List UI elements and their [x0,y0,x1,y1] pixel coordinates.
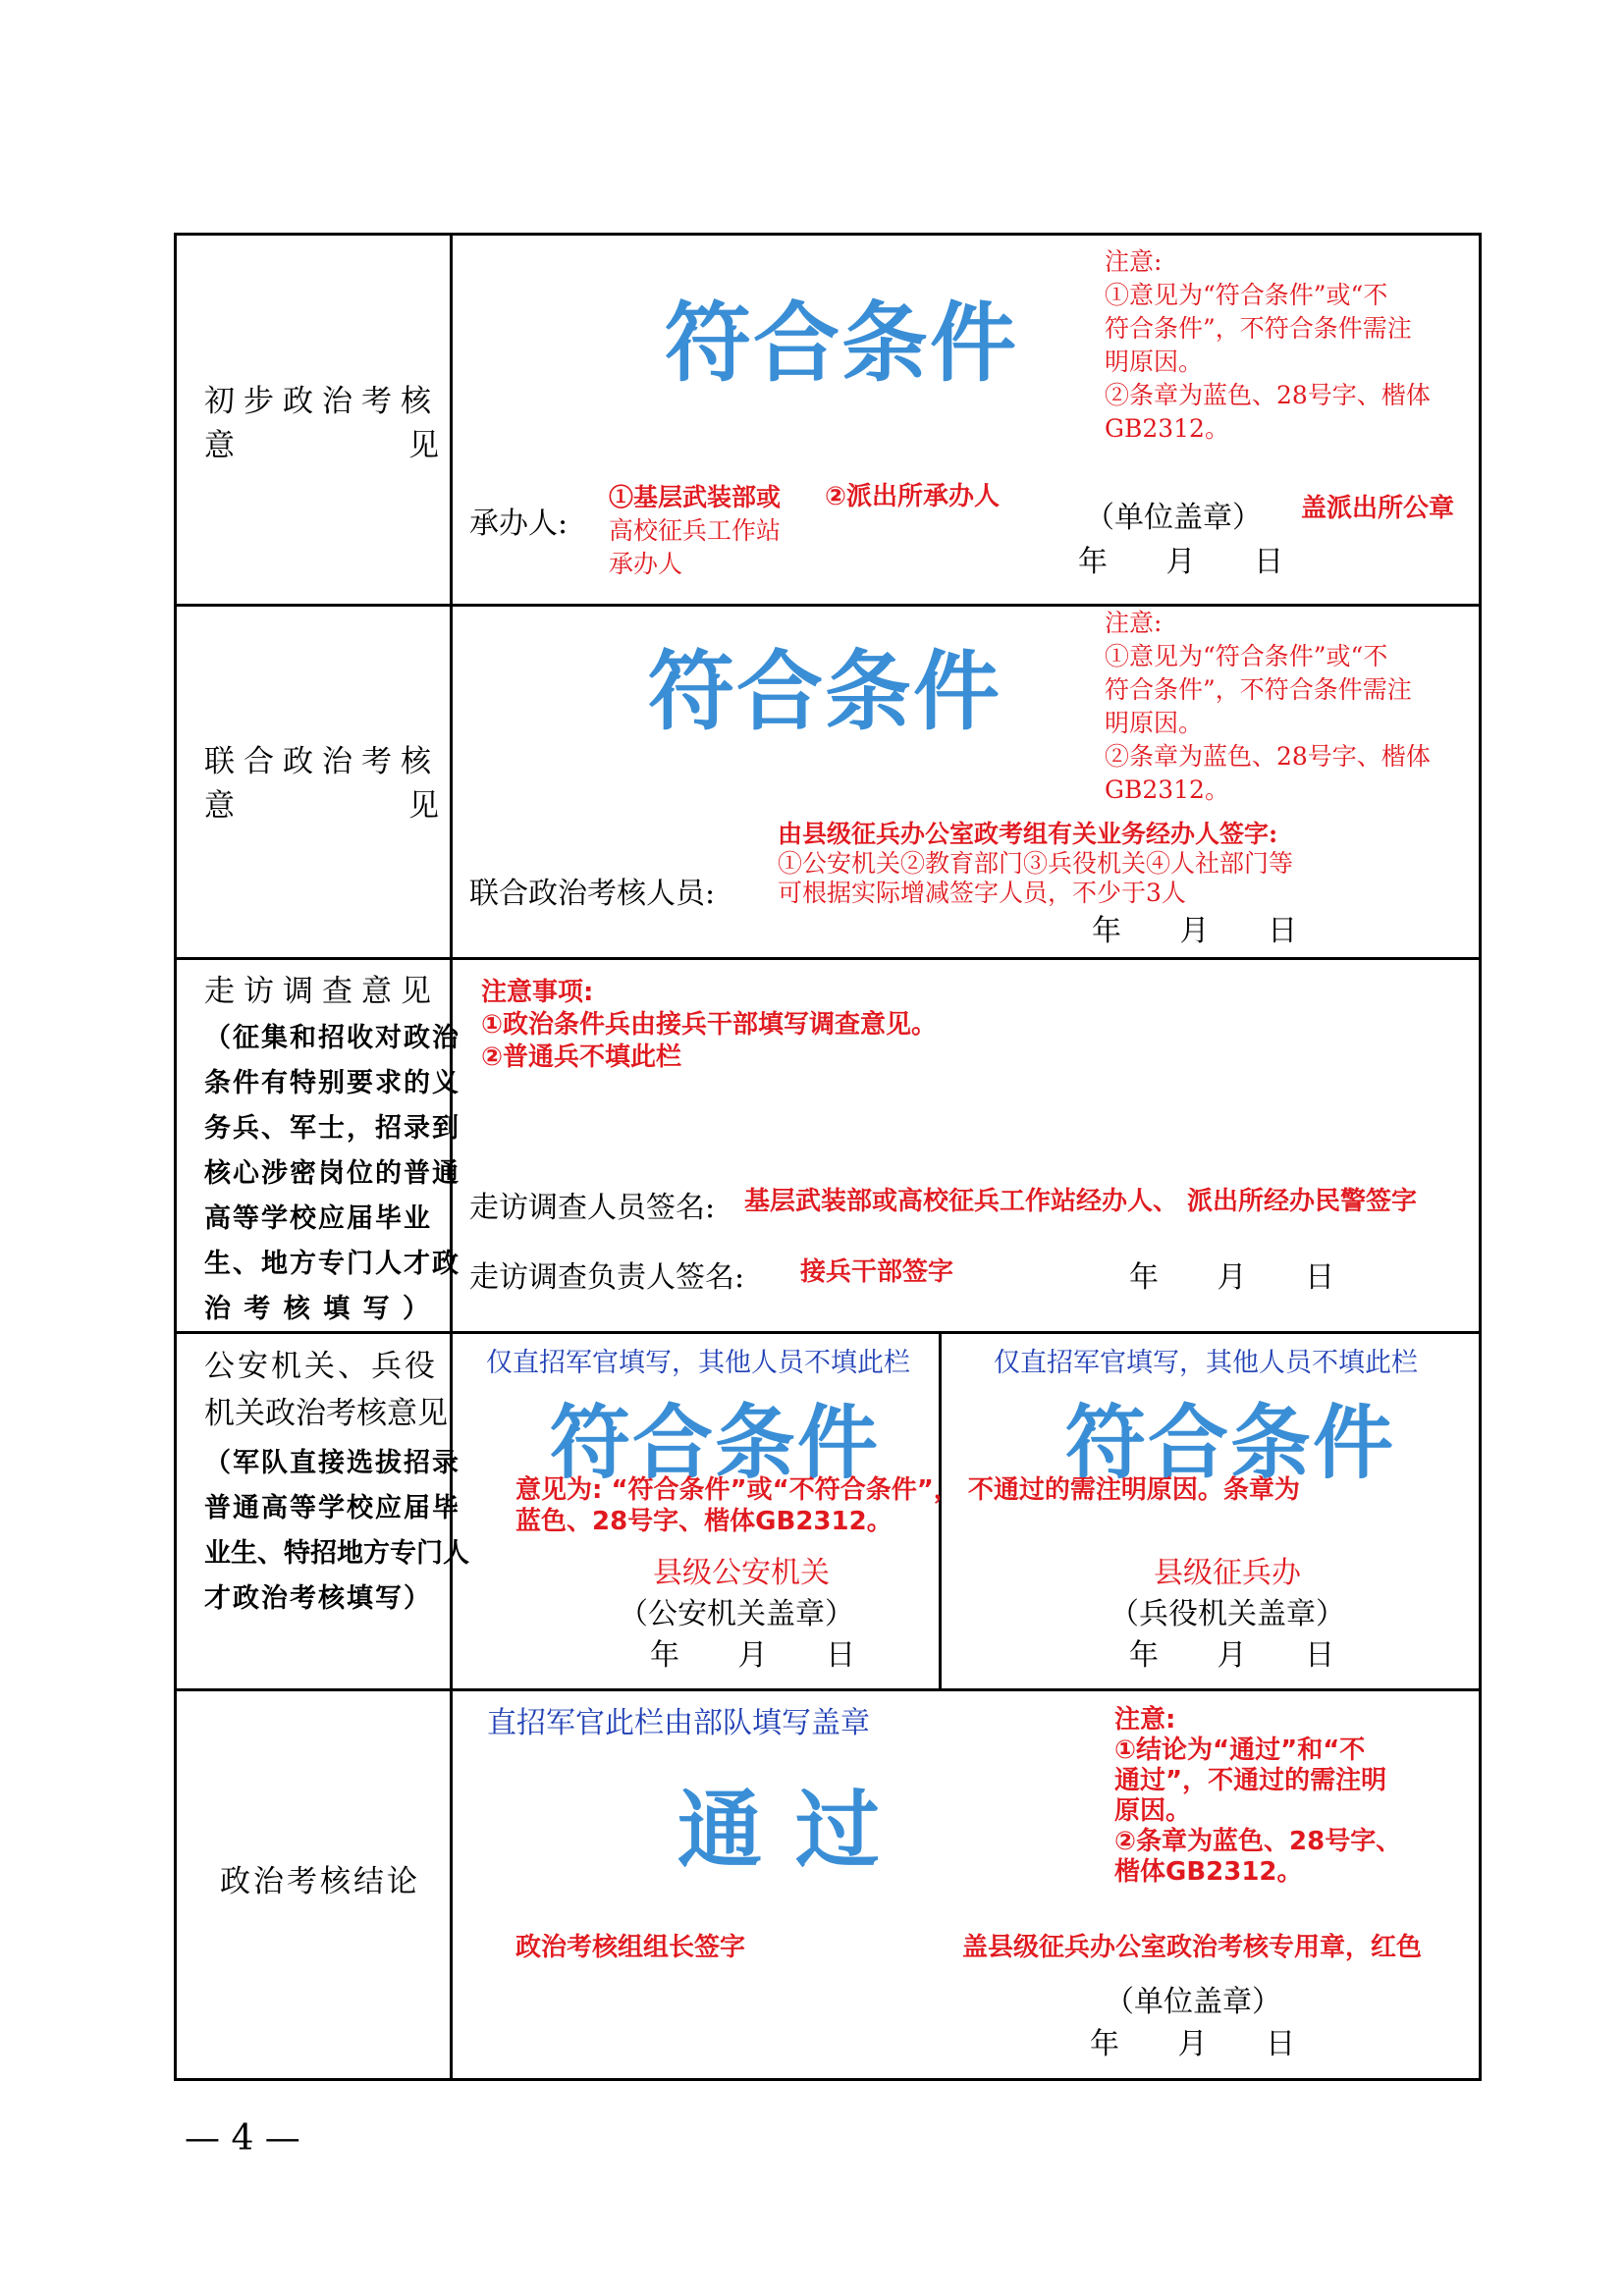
row-divider [177,957,1479,960]
handler-label: 承办人: [469,507,568,541]
right-org: 县级征兵办 [1154,1556,1301,1590]
left-org: 县级公安机关 [653,1556,830,1590]
joint-label-yi: 意 [204,788,244,824]
stamp-note: 盖县级征兵办公室政治考核专用章，红色 [962,1933,1423,1962]
right-hint: 仅直招军官填写，其他人员不填此栏 [994,1348,1418,1378]
row-divider [177,1688,1479,1691]
visit-staff-label: 走访调查人员签名: [469,1191,716,1225]
preliminary-label-yi: 意 [204,428,244,463]
joint-label-jian: 见 [408,788,448,824]
right-date: 年 月 日 [1129,1638,1335,1673]
preliminary-label: 初步政治考核 [204,384,440,419]
police-military-label: 公安机关、兵役 机关政治考核意见 [204,1349,448,1431]
left-stamp-text: 符合条件 [550,1397,881,1490]
joint-note: 注意: ①意见为“符合条件”或“不 符合条件”，不符合条件需注 明原因。 ②条章为蓝色、28号字、楷体 GB2312。 [1105,609,1431,804]
opinion-note: 意见为: “符合条件”或“不符合条件”， 不通过的需注明原因。条章为 蓝色、28号字、楷体GB2312。 [515,1475,1300,1536]
preliminary-stamp-text: 符合条件 [665,293,1019,394]
conclusion-label: 政治考核结论 [220,1864,420,1899]
visit-staff-note: 基层武装部或高校征兵工作站经办人、 派出所经办民警签字 [744,1187,1418,1216]
visit-head-note: 接兵干部签字 [800,1257,954,1287]
preliminary-seal-note: 盖派出所公章 [1301,494,1455,523]
right-seal: （兵役机关盖章） [1110,1597,1345,1631]
conclusion-seal: （单位盖章） [1105,1985,1281,2019]
police-military-label-note: （军队直接选拔招录 普通高等学校应届毕 业生、特招地方专门人 才政治考核填写） [204,1448,469,1614]
conclusion-note: 注意: ①结论为“通过”和“不 通过”，不通过的需注明 原因。 ②条章为蓝色、28号字、 楷体GB2312。 [1114,1705,1402,1887]
visit-notice: 注意事项: ①政治条件兵由接兵干部填写调查意见。 ②普通兵不填此栏 [481,978,938,1072]
preliminary-date: 年 月 日 [1078,545,1284,579]
joint-date: 年 月 日 [1092,914,1298,948]
visit-date: 年 月 日 [1129,1260,1335,1295]
preliminary-note: 注意: ①意见为“符合条件”或“不 符合条件”，不符合条件需注 明原因。 ②条章为蓝色、28号字、楷体 GB2312。 [1105,247,1431,443]
conclusion-stamp-text: 通 过 [677,1782,882,1880]
page-number: — 4 — [185,2118,300,2159]
handler-option-b: ②派出所承办人 [825,482,1001,511]
joint-sign-note: 由县级征兵办公室政考组有关业务经办人签字: ①公安机关②教育部门③兵役机关④人社部门等 可根据实际增减签字人员，不少于3人 [778,820,1294,907]
preliminary-label-jian: 见 [408,428,448,463]
preliminary-seal: （单位盖章） [1085,501,1262,535]
leader-sign-note: 政治考核组组长签字 [515,1933,746,1962]
joint-reviewers-label: 联合政治考核人员: [469,877,716,911]
joint-label: 联合政治考核 [204,744,440,779]
left-seal: （公安机关盖章） [619,1597,854,1631]
visit-label: 走访调查意见 [204,974,440,1009]
left-hint: 仅直招军官填写，其他人员不填此栏 [486,1348,910,1378]
right-stamp-text: 符合条件 [1065,1397,1396,1490]
joint-stamp-text: 符合条件 [648,641,1002,742]
handler-option-a: ①基层武装部或 高校征兵工作站 承办人 [609,483,782,578]
left-date: 年 月 日 [650,1638,856,1673]
political-review-form [174,233,1482,2081]
conclusion-date: 年 月 日 [1090,2027,1296,2061]
visit-label-note: （征集和招收对政治 条件有特别要求的义 务兵、军士，招录到 核心涉密岗位的普通 高等学校应届毕业 生、地方专门人才政 治 考 核 填 写 ） [204,1023,460,1324]
conclusion-hint: 直招军官此栏由部队填写盖章 [487,1706,870,1740]
visit-head-label: 走访调查负责人签名: [469,1260,745,1295]
